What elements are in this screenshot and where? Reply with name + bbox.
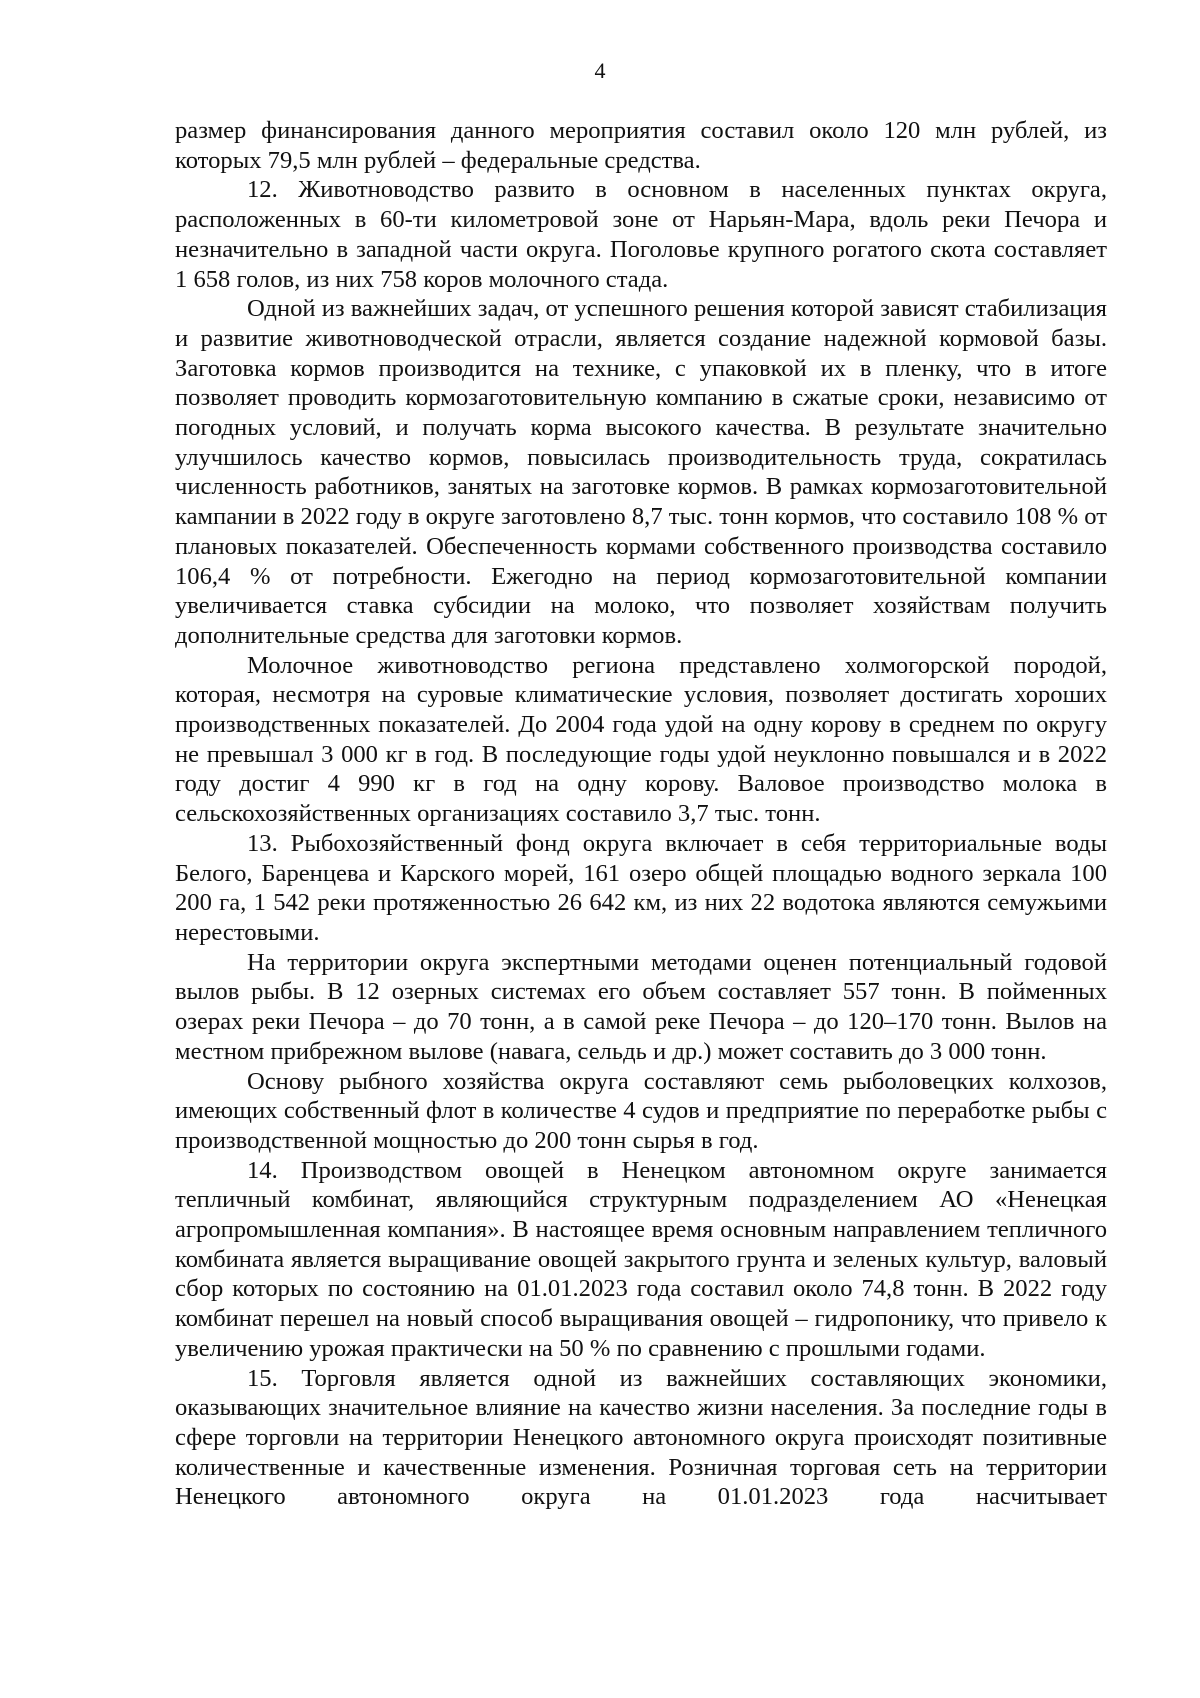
paragraph: Молочное животноводство региона представлено холмогорской породой, которая, несмотря на суровые климатические условия, позволяет достигать хороших производственных показателей. До 2004 года удой на одну корову в среднем по округу не превышал 3 000 кг в год. В последующие годы удой неуклонно повышался и в 2022 году достиг 4 990 кг в год на одну корову. Валовое производство молока в сельскохозяйственных организациях составило 3,7 тыс. тонн. bbox=[175, 651, 1107, 828]
paragraph: 14. Производством овощей в Ненецком автономном округе занимается тепличный комбинат, являющийся структурным подразделением АО «Ненецкая агропромышленная компания». В настоящее время основным направлением тепличного комбината является выращивание овощей закрытого грунта и зеленых культур, валовый сбор которых по состоянию на 01.01.2023 года составил около 74,8 тонн. В 2022 году комбинат перешел на новый способ выращивания овощей – гидропонику, что привело к увеличению урожая практически на 50 % по сравнению с прошлыми годами. bbox=[175, 1156, 1107, 1362]
paragraph: 15. Торговля является одной из важнейших составляющих экономики, оказывающих значительное влияние на качество жизни населения. За последние годы в сфере торговли на территории Ненецкого автономного округа происходят позитивные количественные и качественные изменения. Розничная торговая сеть на территории Ненецкого автономного округа на 01.01.2023 года насчитывает bbox=[175, 1364, 1107, 1511]
page-number: 4 bbox=[594, 58, 606, 83]
paragraph: Одной из важнейших задач, от успешного решения которой зависят стабилизация и развитие животноводческой отрасли, является создание надежной кормовой базы. Заготовка кормов производится на технике, с упаковкой их в пленку, что в итоге позволяет проводить кормозаготовительную компанию в сжатые сроки, независимо от погодных условий, и получать корма высокого качества. В результате значительно улучшилось качество кормов, повысилась производительность труда, сократилась численность работников, занятых на заготовке кормов. В рамках кормозаготовительной кампании в 2022 году в округе заготовлено 8,7 тыс. тонн кормов, что составило 108 % от плановых показателей. Обеспеченность кормами собственного производства составило 106,4 % от потребности. Ежегодно на период кормозаготовительной компании увеличивается ставка субсидии на молоко, что позволяет хозяйствам получить дополнительные средства для заготовки кормов. bbox=[175, 295, 1107, 649]
document-body bbox=[175, 116, 1107, 1512]
paragraph: На территории округа экспертными методами оценен потенциальный годовой вылов рыбы. В 12 озерных системах его объем составляет 557 тонн. В пойменных озерах реки Печора – до 70 тонн, а в самой реке Печора – до 120–170 тонн. Вылов на местном прибрежном вылове (навага, сельдь и др.) может составить до 3 000 тонн. bbox=[175, 948, 1107, 1065]
paragraph: 13. Рыбохозяйственный фонд округа включает в себя территориальные воды Белого, Баренцева и Карского морей, 161 озеро общей площадью водного зеркала 100 200 га, 1 542 реки протяженностью 26 642 км, из них 22 водотока являются семужьими нерестовыми. bbox=[175, 829, 1107, 946]
paragraph: Основу рыбного хозяйства округа составляют семь рыболовецких колхозов, имеющих собственный флот в количестве 4 судов и предприятие по переработке рыбы с производственной мощностью до 200 тонн сырья в год. bbox=[175, 1067, 1107, 1154]
paragraph: размер финансирования данного мероприятия составил около 120 млн рублей, из которых 79,5 млн рублей – федеральные средства. bbox=[175, 117, 1107, 174]
paragraph: 12. Животноводство развито в основном в населенных пунктах округа, расположенных в 60-ти километровой зоне от Нарьян-Мара, вдоль реки Печора и незначительно в западной части округа. Поголовье крупного рогатого скота составляет 1 658 голов, из них 758 коров молочного стада. bbox=[175, 176, 1107, 293]
